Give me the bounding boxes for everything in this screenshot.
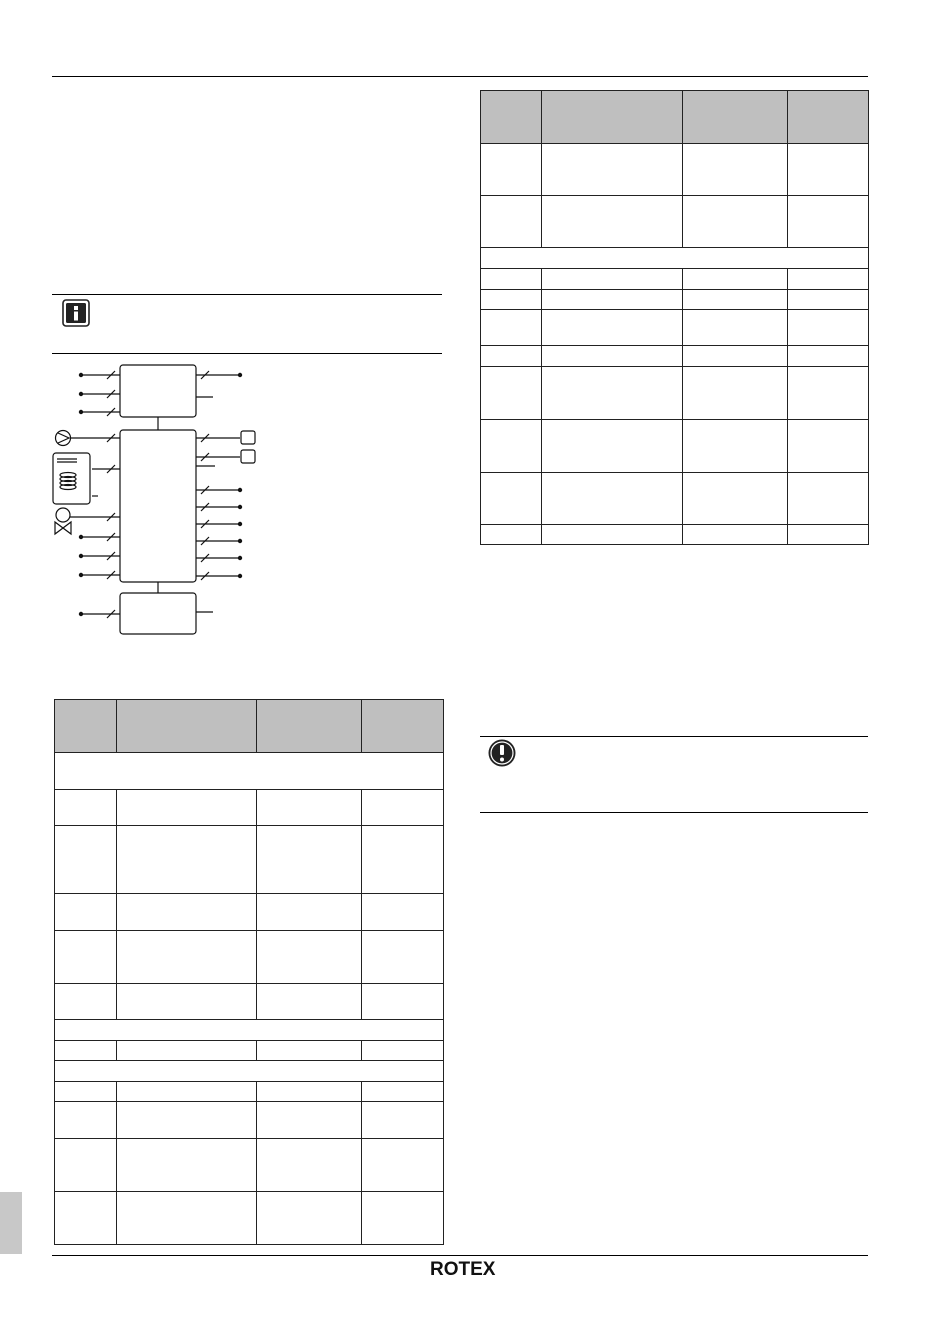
sensor-box-icon [241,431,255,444]
table-row [481,367,869,420]
diagram-box-main [120,430,196,582]
table-row [55,790,444,826]
table-row [55,894,444,931]
bottom-rule [52,1255,868,1256]
pump-icon [56,431,71,446]
table-row [55,1082,444,1102]
warning-icon [487,738,517,768]
info-note-bottom-rule [52,353,442,354]
table-row [481,248,869,269]
system-diagram [45,358,275,640]
table-left-header [257,700,362,753]
table-left-header [362,700,444,753]
rotex-logo: ROTEX [430,1259,496,1280]
table-row [481,310,869,346]
table-row [481,420,869,473]
table-row [55,984,444,1020]
table-row [55,826,444,894]
info-note-top-rule [52,294,442,295]
table-row [55,1102,444,1139]
top-rule [52,76,868,77]
warning-note-top-rule [480,736,868,737]
table-left [54,699,444,1245]
warning-note-bottom-rule [480,812,868,813]
table-right-header [788,91,869,144]
sensor-box-icon [241,450,255,463]
table-right-header [542,91,683,144]
table-row [481,473,869,525]
table-row [55,1041,444,1061]
table-row [481,196,869,248]
table-row [55,1139,444,1192]
table-row [55,1020,444,1041]
table-right [480,90,869,545]
table-left-header [55,700,117,753]
valve-icon [55,508,71,534]
table-row [481,290,869,310]
diagram-box-top [120,365,196,417]
table-row [481,346,869,367]
table-row [55,1192,444,1245]
chapter-tab [0,1192,22,1254]
table-row [481,269,869,290]
table-row [55,1061,444,1082]
table-right-header [683,91,788,144]
table-row [55,753,444,790]
table-left-header [117,700,257,753]
tank-icon [53,453,90,504]
table-row [481,144,869,196]
table-right-header [481,91,542,144]
diagram-box-bottom [120,593,196,634]
info-icon [62,299,90,327]
table-row [481,525,869,545]
table-row [55,931,444,984]
